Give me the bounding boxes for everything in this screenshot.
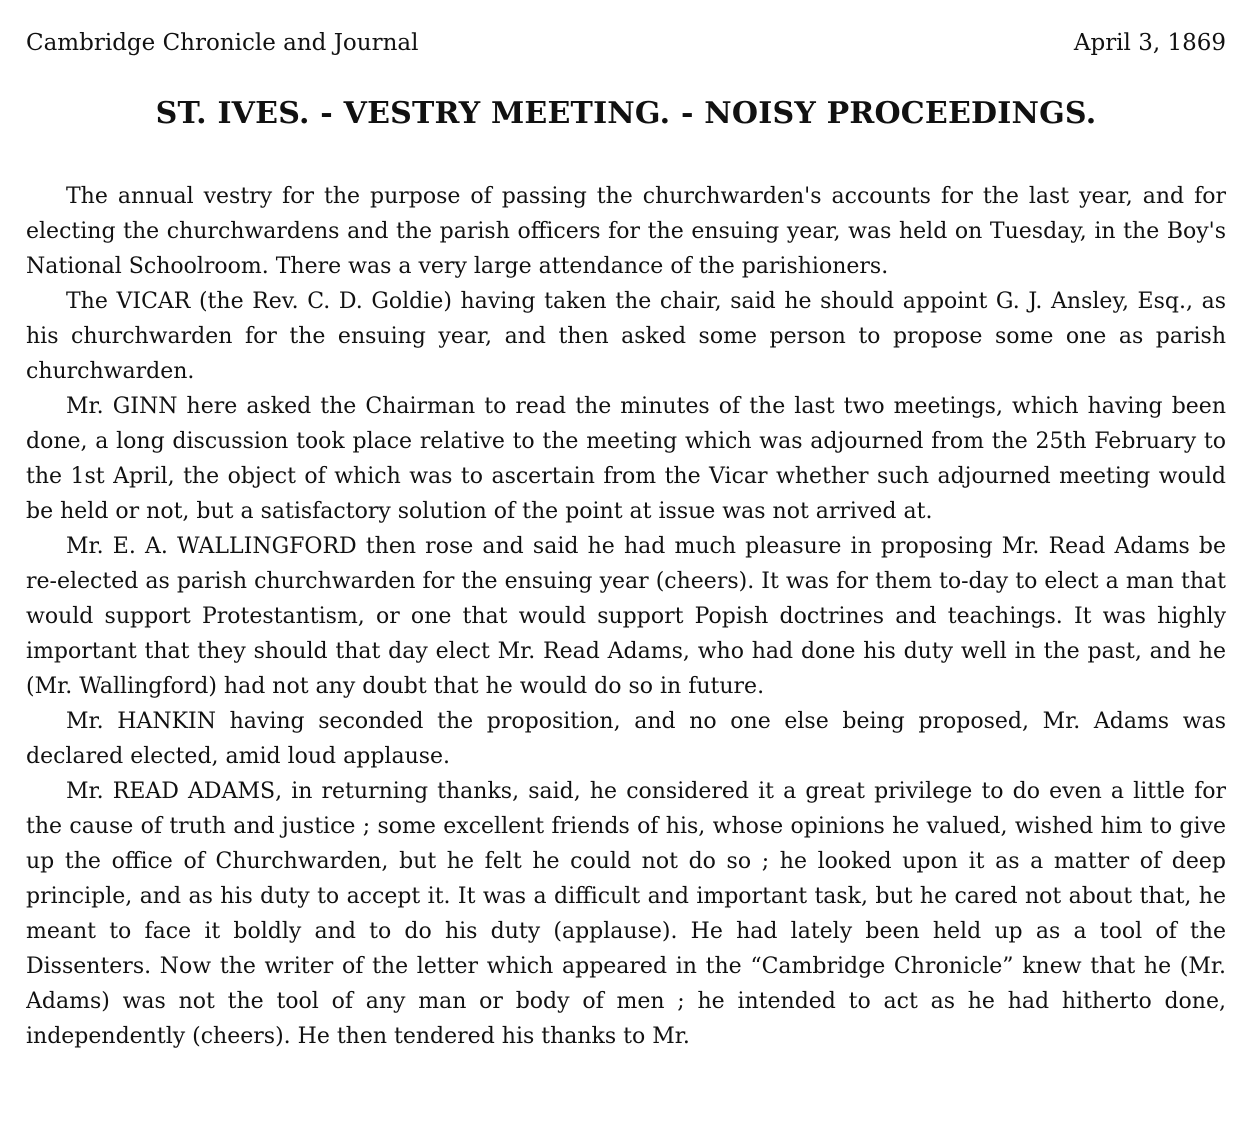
article-body — [26, 179, 1226, 1054]
paragraph-text: then rose and said he had much pleasure in proposing Mr. Read Adams be re-elected as parish churchwarden for the ensuing year (cheers). It was for them to-day to elect a man that would support Protestantism, or one that would support Popish doctrines and teachings. It was highly important that they should that day elect Mr. Read Adams, who had done his duty well in the past, and he (Mr. Wallingford) had not any doubt that he would do so in future. — [26, 534, 1226, 699]
paragraph-prefix: The — [66, 289, 117, 314]
paragraph-vicar — [26, 284, 1226, 389]
paragraph-prefix: Mr. — [66, 534, 113, 559]
paragraph-intro — [26, 179, 1226, 284]
paragraph-prefix: Mr. — [66, 709, 118, 734]
paragraph-read-adams — [26, 774, 1226, 1054]
paragraph-ginn — [26, 389, 1226, 529]
paragraph-text: having seconded the proposition, and no one else being proposed, Mr. Adams was declared elected, amid loud applause. — [26, 709, 1226, 769]
speaker-name: READ ADAMS — [112, 779, 276, 804]
paragraph-text: The annual vestry for the purpose of passing the churchwarden's accounts for the last year, and for electing the churchwardens and the parish officers for the ensuing year, was held on Tuesday, in the Boy's National Schoolroom. There was a very large attendance of the parishioners. — [26, 184, 1226, 279]
newspaper-page — [26, 0, 1226, 1130]
paragraph-prefix: Mr. — [66, 779, 113, 804]
article-title: ST. IVES. - VESTRY MEETING. - NOISY PROCEEDINGS. — [155, 96, 1097, 131]
paragraph-text: here asked the Chairman to read the minutes of the last two meetings, which having been done, a long discussion took place relative to the meeting which was adjourned from the 25th February to the 1st April, the object of which was to ascertain from the Vicar whether such adjourned meeting would be held or not, but a satisfactory solution of the point at issue was not arrived at. — [26, 394, 1226, 524]
paragraph-prefix: Mr. — [66, 394, 113, 419]
speaker-name: HANKIN — [117, 709, 216, 734]
publication-date: April 3, 1869 — [1073, 30, 1226, 56]
speaker-name: E. A. WALLINGFORD — [112, 534, 357, 559]
paragraph-text: (the Rev. C. D. Goldie) having taken the chair, said he should appoint G. J. Ansley, Esq., as his churchwarden for the ensuing year, and then asked some person to propose some one as parish churchwarden. — [26, 289, 1226, 384]
paragraph-text: , in returning thanks, said, he considered it a great privilege to do even a little for the cause of truth and justice ; some excellent friends of his, whose opinions he valued, wished him to give up the office of Churchwarden, but he felt he could not do so ; he looked upon it as a matter of deep principle, and as his duty to accept it. It was a difficult and important task, but he cared not about that, he meant to face it boldly and to do his duty (applause). He had lately been held up as a tool of the Dissenters. Now the writer of the letter which appeared in the “Cambridge Chronicle” knew that he (Mr. Adams) was not the tool of any man or body of men ; he intended to act as he had hitherto done, independently (cheers). He then tendered his thanks to Mr. — [26, 779, 1226, 1049]
speaker-name: GINN — [112, 394, 178, 419]
publication-name: Cambridge Chronicle and Journal — [26, 30, 419, 56]
page-header — [26, 0, 1226, 62]
speaker-name: VICAR — [116, 289, 191, 314]
paragraph-hankin — [26, 704, 1226, 774]
paragraph-wallingford — [26, 529, 1226, 704]
